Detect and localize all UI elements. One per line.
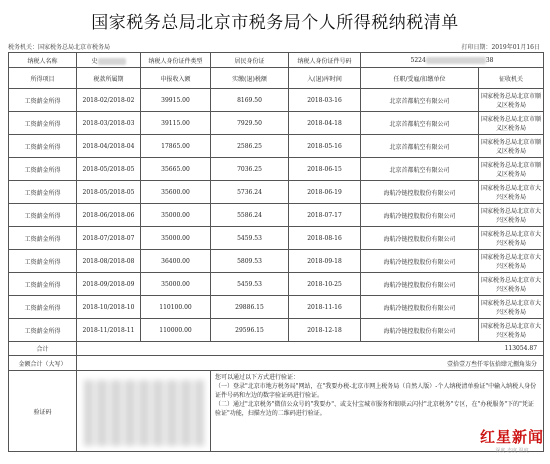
verification-row — [9, 371, 544, 452]
redacted-qr-code — [84, 380, 204, 446]
cell-tax: 5736.24 — [211, 181, 289, 204]
cell-authority: 国家税务总局北京市大兴区税务局 — [479, 273, 544, 296]
cell-authority: 国家税务总局北京市大兴区税务局 — [479, 250, 544, 273]
tax-authority-label: 税务机关：国家税务总局北京市税务局 — [8, 44, 111, 51]
cell-authority: 国家税务总局北京市顺义区税务局 — [479, 158, 544, 181]
cell-item: 工资薪金所得 — [9, 250, 77, 273]
table-row — [9, 250, 544, 273]
tax-statement-table — [8, 52, 544, 452]
table-row — [9, 319, 544, 342]
cell-date: 2018-05-16 — [289, 135, 361, 158]
cell-employer: 海航冷链控股股份有限公司 — [361, 273, 479, 296]
cell-date: 2018-04-18 — [289, 112, 361, 135]
cell-item: 工资薪金所得 — [9, 89, 77, 112]
cell-income: 36400.00 — [141, 250, 211, 273]
id-number-value: 5224 38 — [361, 53, 544, 68]
cell-period: 2018-05/2018-05 — [77, 181, 141, 204]
cell-employer: 海航冷链控股股份有限公司 — [361, 319, 479, 342]
cell-date: 2018-03-16 — [289, 89, 361, 112]
amount-words-row — [9, 356, 544, 371]
column-header: 申报收入额 — [141, 68, 211, 89]
amount-words-value: 壹拾壹万叁仟零伍拾肆元捌角柒分 — [77, 356, 544, 371]
table-row — [9, 181, 544, 204]
cell-period: 2018-02/2018-02 — [77, 89, 141, 112]
cell-income: 35665.00 — [141, 158, 211, 181]
verify-line: （二）通过"北京税务"微信公众号的"我要办"、或支付宝城市服务和银联云闪付"北京税务"专区，在"办税服务"下的"凭证验证"功能，扫描左边的二维码进行验证。 — [215, 401, 534, 417]
total-value: 113054.87 — [77, 342, 544, 356]
cell-item: 工资薪金所得 — [9, 181, 77, 204]
column-header: 所得项目 — [9, 68, 77, 89]
cell-date: 2018-07-17 — [289, 204, 361, 227]
column-header: 征收机关 — [479, 68, 544, 89]
cell-tax: 29886.15 — [211, 296, 289, 319]
cell-item: 工资薪金所得 — [9, 135, 77, 158]
cell-period: 2018-06/2018-06 — [77, 204, 141, 227]
cell-employer: 北京首都航空有限公司 — [361, 112, 479, 135]
cell-income: 35000.00 — [141, 273, 211, 296]
table-row — [9, 135, 544, 158]
cell-tax: 5809.53 — [211, 250, 289, 273]
cell-period: 2018-10/2018-10 — [77, 296, 141, 319]
table-row — [9, 227, 544, 250]
cell-income: 17865.00 — [141, 135, 211, 158]
cell-employer: 北京首都航空有限公司 — [361, 135, 479, 158]
cell-item: 工资薪金所得 — [9, 296, 77, 319]
column-header: 入(退)库时间 — [289, 68, 361, 89]
cell-authority: 国家税务总局北京市顺义区税务局 — [479, 89, 544, 112]
cell-authority: 国家税务总局北京市大兴区税务局 — [479, 319, 544, 342]
table-row — [9, 158, 544, 181]
cell-tax: 8169.50 — [211, 89, 289, 112]
column-header: 实缴(退)税额 — [211, 68, 289, 89]
cell-employer: 海航冷链控股股份有限公司 — [361, 250, 479, 273]
column-header-row — [9, 68, 544, 89]
page-title: 国家税务总局北京市税务局个人所得税纳税清单 — [91, 13, 459, 33]
redacted-id — [426, 57, 486, 64]
cell-employer: 海航冷链控股股份有限公司 — [361, 227, 479, 250]
cell-tax: 7036.25 — [211, 158, 289, 181]
cell-income: 35000.00 — [141, 204, 211, 227]
cell-authority: 国家税务总局北京市大兴区税务局 — [479, 227, 544, 250]
cell-employer: 海航冷链控股股份有限公司 — [361, 181, 479, 204]
cell-tax: 5586.24 — [211, 204, 289, 227]
cell-period: 2018-05/2018-05 — [77, 158, 141, 181]
cell-date: 2018-11-16 — [289, 296, 361, 319]
cell-period: 2018-08/2018-08 — [77, 250, 141, 273]
verify-line: （一）登录"北京市地方税务局"网站，在"我要办税-北京市网上税务局（自然人版）-个人纳税清单验证"中输入纳税人身份证件号码和左边的数字验证码进行验证。 — [215, 383, 537, 399]
watermark-logo: 红星新闻 深度 态度 温度 — [479, 428, 544, 454]
cell-item: 工资薪金所得 — [9, 319, 77, 342]
column-header: 税款所属期 — [77, 68, 141, 89]
cell-tax: 5459.53 — [211, 227, 289, 250]
cell-date: 2018-06-15 — [289, 158, 361, 181]
verify-code-area — [77, 371, 211, 452]
cell-period: 2018-11/2018-11 — [77, 319, 141, 342]
verify-line: 您可以通过以下方式进行验证： — [215, 374, 300, 381]
cell-tax: 29596.15 — [211, 319, 289, 342]
cell-authority: 国家税务总局北京市大兴区税务局 — [479, 204, 544, 227]
taxpayer-name-label: 纳税人名称 — [9, 53, 77, 68]
cell-income: 110000.00 — [141, 319, 211, 342]
print-date: 打印日期：2019年01月16日 — [461, 44, 540, 51]
cell-employer: 北京首都航空有限公司 — [361, 89, 479, 112]
cell-date: 2018-10-25 — [289, 273, 361, 296]
cell-income: 39915.00 — [141, 89, 211, 112]
id-type-label: 纳税人身份证件类型 — [141, 53, 211, 68]
cell-period: 2018-09/2018-09 — [77, 273, 141, 296]
table-row — [9, 296, 544, 319]
cell-period: 2018-03/2018-03 — [77, 112, 141, 135]
cell-period: 2018-07/2018-07 — [77, 227, 141, 250]
cell-income: 39115.00 — [141, 112, 211, 135]
cell-date: 2018-12-18 — [289, 319, 361, 342]
cell-authority: 国家税务总局北京市顺义区税务局 — [479, 112, 544, 135]
cell-item: 工资薪金所得 — [9, 204, 77, 227]
table-row — [9, 112, 544, 135]
cell-item: 工资薪金所得 — [9, 273, 77, 296]
cell-authority: 国家税务总局北京市大兴区税务局 — [479, 181, 544, 204]
redacted-name — [98, 58, 126, 65]
cell-item: 工资薪金所得 — [9, 227, 77, 250]
cell-tax: 7929.50 — [211, 112, 289, 135]
taxpayer-name-value: 史 — [77, 53, 141, 68]
cell-tax: 2586.25 — [211, 135, 289, 158]
amount-words-label: 金额合计（大写） — [9, 356, 77, 371]
taxpayer-info-row — [9, 53, 544, 68]
cell-authority: 国家税务总局北京市大兴区税务局 — [479, 296, 544, 319]
cell-tax: 5459.53 — [211, 273, 289, 296]
total-label: 合计 — [9, 342, 77, 356]
cell-authority: 国家税务总局北京市顺义区税务局 — [479, 135, 544, 158]
cell-period: 2018-04/2018-04 — [77, 135, 141, 158]
cell-date: 2018-09-18 — [289, 250, 361, 273]
table-row — [9, 89, 544, 112]
data-rows — [9, 89, 544, 342]
cell-item: 工资薪金所得 — [9, 158, 77, 181]
total-row — [9, 342, 544, 356]
cell-employer: 北京首都航空有限公司 — [361, 158, 479, 181]
cell-employer: 海航冷链控股股份有限公司 — [361, 296, 479, 319]
cell-employer: 海航冷链控股股份有限公司 — [361, 204, 479, 227]
table-row — [9, 204, 544, 227]
id-number-label: 纳税人身份证件号码 — [289, 53, 361, 68]
verify-label: 验证码 — [9, 371, 77, 452]
cell-income: 35600.00 — [141, 181, 211, 204]
cell-income: 35000.00 — [141, 227, 211, 250]
column-header: 任职/受雇/扣缴单位 — [361, 68, 479, 89]
cell-date: 2018-06-19 — [289, 181, 361, 204]
cell-income: 110100.00 — [141, 296, 211, 319]
id-type-value: 居民身份证 — [211, 53, 289, 68]
table-row — [9, 273, 544, 296]
cell-date: 2018-08-16 — [289, 227, 361, 250]
cell-item: 工资薪金所得 — [9, 112, 77, 135]
